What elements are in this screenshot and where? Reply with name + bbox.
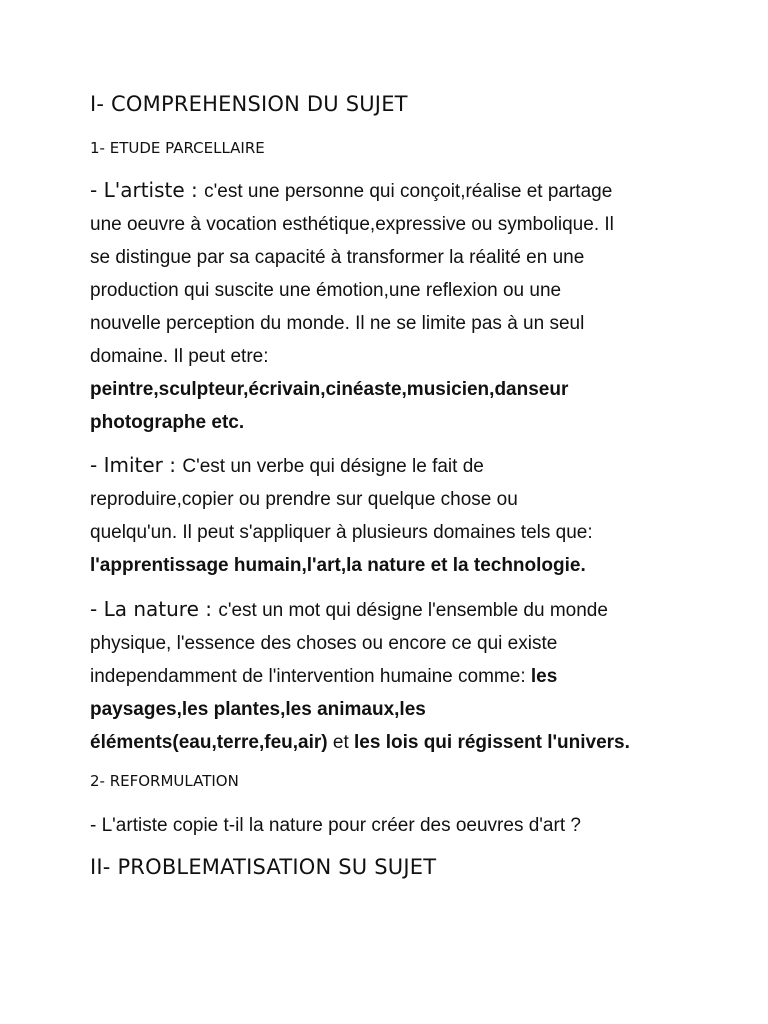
reformulation-text [90,809,680,842]
reformulation-question: - L'artiste copie t-il la nature pour créer des oeuvres d'art ? [90,815,581,836]
nature-definition [90,593,680,759]
artiste-text-line: production qui suscite une émotion,une reflexion ou une [90,280,562,301]
artiste-definition [90,174,680,439]
subsection-2-heading: 2- REFORMULATION [90,772,239,790]
subsection-1-heading: 1- ETUDE PARCELLAIRE [90,139,265,157]
artiste-examples: peintre,sculpteur,écrivain,cinéaste,musicien,danseur [90,379,569,400]
nature-examples: paysages,les plantes,les animaux,les [90,699,426,720]
artiste-text-line: une oeuvre à vocation esthétique,expressive ou symbolique. Il [90,214,614,235]
artiste-text-line: se distingue par sa capacité à transformer la réalité en une [90,247,585,268]
section-2-heading: II- PROBLEMATISATION SU SUJET [90,855,437,879]
nature-term: - La nature : [90,597,219,621]
nature-text-line: et [327,732,354,753]
nature-examples: les lois qui régissent l'univers. [354,732,630,753]
imiter-text-line: quelqu'un. Il peut s'appliquer à plusieurs domaines tels que: [90,522,593,543]
artiste-text-line: nouvelle perception du monde. Il ne se limite pas à un seul [90,313,585,334]
artiste-term: - L'artiste : [90,178,205,202]
section-1-heading: I- COMPREHENSION DU SUJET [90,92,408,116]
nature-text-line: independamment de l'intervention humaine comme: [90,666,531,687]
nature-examples: éléments(eau,terre,feu,air) [90,732,328,753]
nature-text-line: physique, l'essence des choses ou encore ce qui existe [90,633,558,654]
nature-text-line: c'est un mot qui désigne l'ensemble du monde [218,600,608,621]
artiste-text-line: domaine. Il peut etre: [90,346,269,367]
imiter-examples: l'apprentissage humain,l'art,la nature et la technologie. [90,555,586,576]
imiter-definition [90,449,680,582]
imiter-text-line: C'est un verbe qui désigne le fait de [182,456,484,477]
artiste-text-line: c'est une personne qui conçoit,réalise et partage [204,181,613,202]
artiste-examples: photographe etc. [90,412,245,433]
imiter-text-line: reproduire,copier ou prendre sur quelque chose ou [90,489,518,510]
imiter-term: - Imiter : [90,453,183,477]
nature-examples: les [530,666,558,687]
